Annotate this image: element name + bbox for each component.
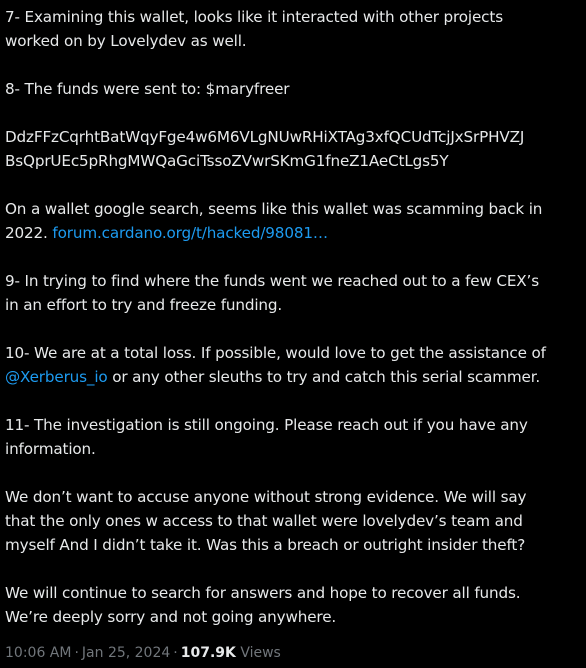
text-line: We will continue to search for answers and hope to recover all funds. [5,584,521,602]
text-line: 9- In trying to find where the funds went we reached out to a few CEX’s [5,272,540,290]
text-line: 8- The funds were sent to: $maryfreer [5,80,290,98]
text-line: that the only ones w access to that wallet were lovelydev’s team and [5,512,523,530]
forum-link[interactable]: forum.cardano.org/t/hacked/98081… [52,224,328,242]
paragraph-9 [5,269,578,317]
text-fragment: or any other sleuths to try and catch this serial scammer. [112,368,541,386]
separator-dot: · [173,645,178,661]
text-fragment: 2022. [5,224,48,242]
paragraph-google-search [5,197,578,245]
paragraph-7 [5,5,578,53]
mention-link[interactable]: @Xerberus_io [5,368,108,386]
text-line: We’re deeply sorry and not going anywhere. [5,608,337,626]
paragraph-accuse [5,485,578,557]
text-line: 11- The investigation is still ongoing. Please reach out if you have any [5,416,528,434]
text-line: information. [5,440,96,458]
text-line: in an effort to try and freeze funding. [5,296,283,314]
paragraph-closing [5,581,578,629]
text-line [5,221,578,245]
tweet-date: Jan 25, 2024 [81,645,171,661]
text-line: 7- Examining this wallet, looks like it interacted with other projects [5,8,503,26]
tweet-time: 10:06 AM [5,645,72,661]
address-line: DdzFFzCqrhtBatWqyFge4w6M6VLgNUwRHiXTAg3xfQCUdTcjJxSrPHVZJ [5,128,525,146]
text-line [5,365,578,389]
views-count: 107.9K [180,645,236,661]
text-line: myself And I didn’t take it. Was this a breach or outright insider theft? [5,536,526,554]
timestamp-link[interactable] [5,645,170,661]
paragraph-10 [5,341,578,389]
text-line: On a wallet google search, seems like this wallet was scamming back in [5,200,543,218]
views-label: Views [240,645,281,661]
wallet-address [5,125,578,173]
text-line: 10- We are at a total loss. If possible, would love to get the assistance of [5,344,546,362]
paragraph-8 [5,77,578,101]
tweet-meta [5,643,281,663]
text-line: We don’t want to accuse anyone without strong evidence. We will say [5,488,527,506]
text-line: worked on by Lovelydev as well. [5,32,247,50]
address-line: BsQprUEc5pRhgMWQaGciTssoZVwrSKmG1fneZ1AeCtLgs5Y [5,152,449,170]
separator-dot: · [74,645,79,661]
paragraph-11 [5,413,578,461]
